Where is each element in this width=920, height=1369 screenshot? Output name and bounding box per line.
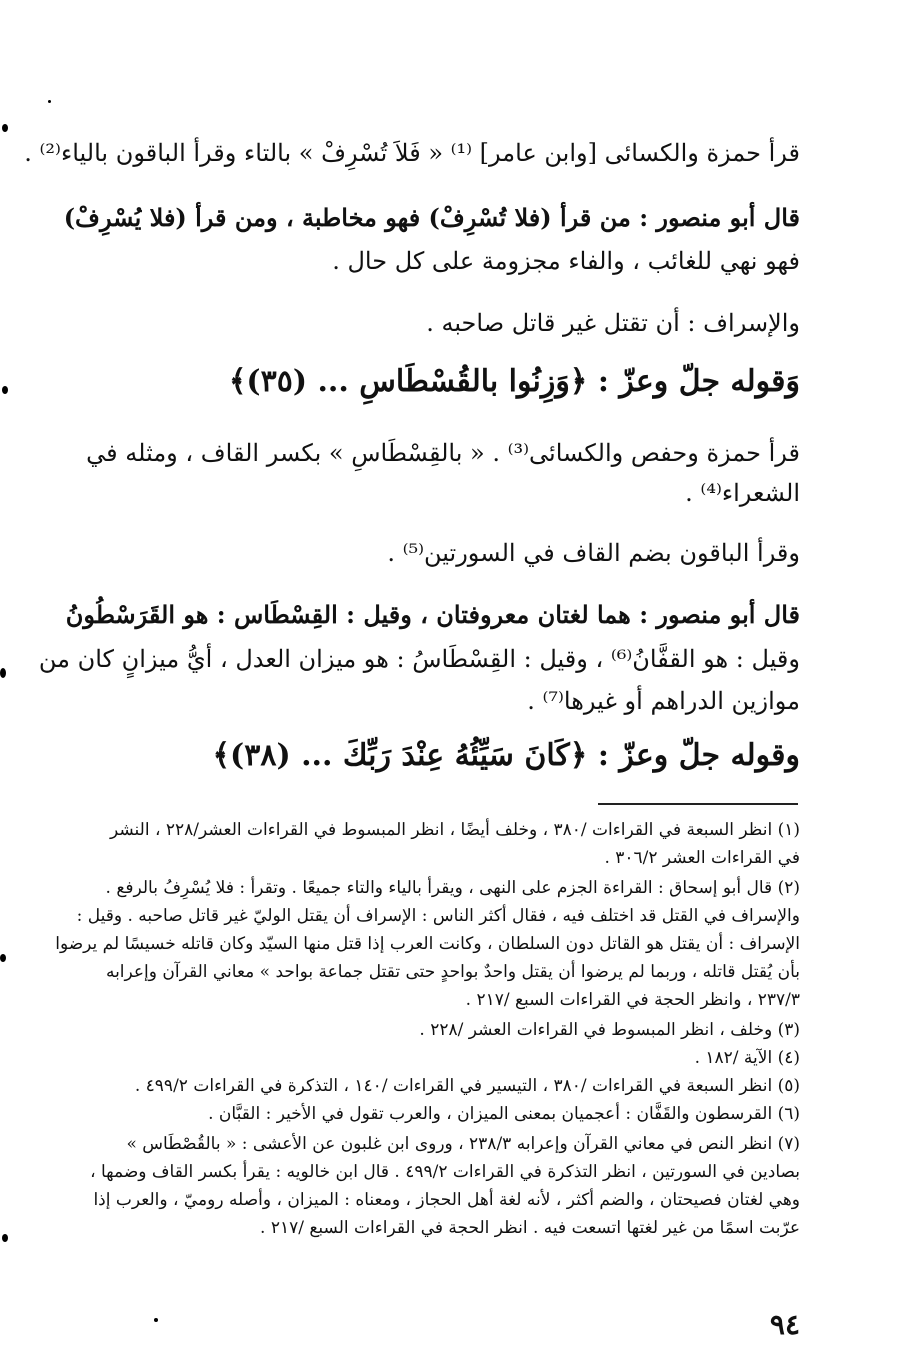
- paragraph-line: قرأ حمزة وحفص والكسائى⁽³⁾ . « بالقِسْطَاسِ » بكسر القاف ، ومثله في: [86, 439, 800, 467]
- footnote-line: والإسراف في القتل قد اختلف فيه ، فقال أكثر الناس : الإسراف أن يقتل الوليّ غير قاتل صاحبه . وقيل :: [76, 906, 800, 926]
- footnote-separator: [598, 803, 798, 805]
- footnote-line: بأن يُقتل قاتله ، وربما لم يرضوا أن يقتل واحدٌ بواحدٍ حتى تقتل جماعة بواحد » معاني القرآن وإعرابه: [105, 962, 800, 982]
- footnote-line: بصادين في السورتين ، انظر التذكرة في القراءات ٤٩٩/٢ . قال ابن خالويه : يقرأ بكسر القاف وضمها ،: [90, 1162, 800, 1182]
- paragraph-line: والإسراف : أن تقتل غير قاتل صاحبه .: [426, 309, 800, 337]
- footnote-line: (٦) القرسطون والقَفَّان : أعجميان بمعنى الميزان ، والعرب تقول في الأخير : القبَّان .: [208, 1104, 800, 1124]
- footnote-line: الإسراف : أن يقتل هو القاتل دون السلطان ، وكانت العرب إذا قتل منها السيّد وكان قاتله خسيسًا لم يرضوا: [55, 934, 800, 954]
- quran-verse-heading: وقوله جلّ وعزّ : ﴿كَانَ سَيِّئُهُ عِنْدَ رَبِّكَ ... (٣٨)﴾: [212, 738, 800, 773]
- footnote-line: عرّبت اسمًا من غير لغتها اتسعت فيه . انظر الحجة في القراءات السبع /٢١٧ .: [260, 1218, 800, 1238]
- footnote-line: (٤) الآية /١٨٢ .: [694, 1048, 800, 1068]
- scan-speck: [2, 1234, 8, 1242]
- paragraph-line: قال أبو منصور : هما لغتان معروفتان ، وقيل : القِسْطَاس : هو القَرَسْطُونُ: [65, 600, 800, 629]
- paragraph-line: قال أبو منصور : من قرأ (فلا تُسْرِفْ) فهو مخاطبة ، ومن قرأ (فلا يُسْرِفْ): [63, 203, 800, 232]
- footnote-line: (٢) قال أبو إسحاق : القراءة الجزم على النهى ، ويقرأ بالياء والتاء جميعًا . وتقرأ : فلا يُسْرِفُ بالرفع .: [105, 878, 800, 898]
- scan-speck: [154, 1318, 158, 1322]
- scan-speck: [2, 386, 8, 394]
- paragraph-line: قرأ حمزة والكسائى [وابن عامر] ⁽¹⁾ « فَلاَ تُسْرِفْ » بالتاء وقرأ الباقون بالياء⁽²⁾ .: [24, 139, 800, 167]
- scan-speck: [0, 668, 6, 678]
- page-number: ٩٤: [769, 1308, 800, 1341]
- footnote-line: (١) انظر السبعة في القراءات /٣٨٠ ، وخلف أيضًا ، انظر المبسوط في القراءات العشر/٢٢٨ ، النشر: [109, 820, 800, 840]
- footnote-line: (٥) انظر السبعة في القراءات /٣٨٠ ، التيسير في القراءات /١٤٠ ، التذكرة في القراءات ٤٩٩/٢ .: [134, 1076, 800, 1096]
- scan-speck: [48, 100, 51, 103]
- paragraph-line: وقرأ الباقون بضم القاف في السورتين⁽⁵⁾ .: [387, 539, 800, 567]
- scan-speck: [2, 124, 8, 132]
- footnote-line: وهي لغتان فصيحتان ، والضم أكثر ، لأنه لغة أهل الحجاز ، ومعناه : الميزان ، وأصله روميّ ، والعرب إذا: [93, 1190, 800, 1210]
- footnote-line: (٣) وخلف ، انظر المبسوط في القراءات العشر /٢٢٨ .: [419, 1020, 800, 1040]
- paragraph-line: موازين الدراهم أو غيرها⁽⁷⁾ .: [527, 687, 800, 715]
- paragraph-line: فهو نهي للغائب ، والفاء مجزومة على كل حال .: [332, 247, 800, 275]
- paragraph-line: وقيل : هو القفَّانُ⁽⁶⁾ ، وقيل : القِسْطَاسُ : هو ميزان العدل ، أيُّ ميزانٍ كان من: [38, 645, 800, 673]
- footnote-line: في القراءات العشر ٣٠٦/٢ .: [604, 848, 800, 868]
- quran-verse-heading: وَقوله جلّ وعزّ : ﴿وَزِنُوا بالقُسْطَاسِ ... (٣٥)﴾: [228, 364, 800, 399]
- paragraph-line: الشعراء⁽⁴⁾ .: [685, 479, 800, 507]
- footnote-line: ٢٣٧/٣ ، وانظر الحجة في القراءات السبع /٢١٧ .: [465, 990, 800, 1010]
- scan-speck: [0, 954, 6, 962]
- footnote-line: (٧) انظر النص في معاني القرآن وإعرابه ٢٣٨/٣ ، وروى ابن غلبون عن الأعشى : « بالقُصْطَاس »: [126, 1134, 800, 1154]
